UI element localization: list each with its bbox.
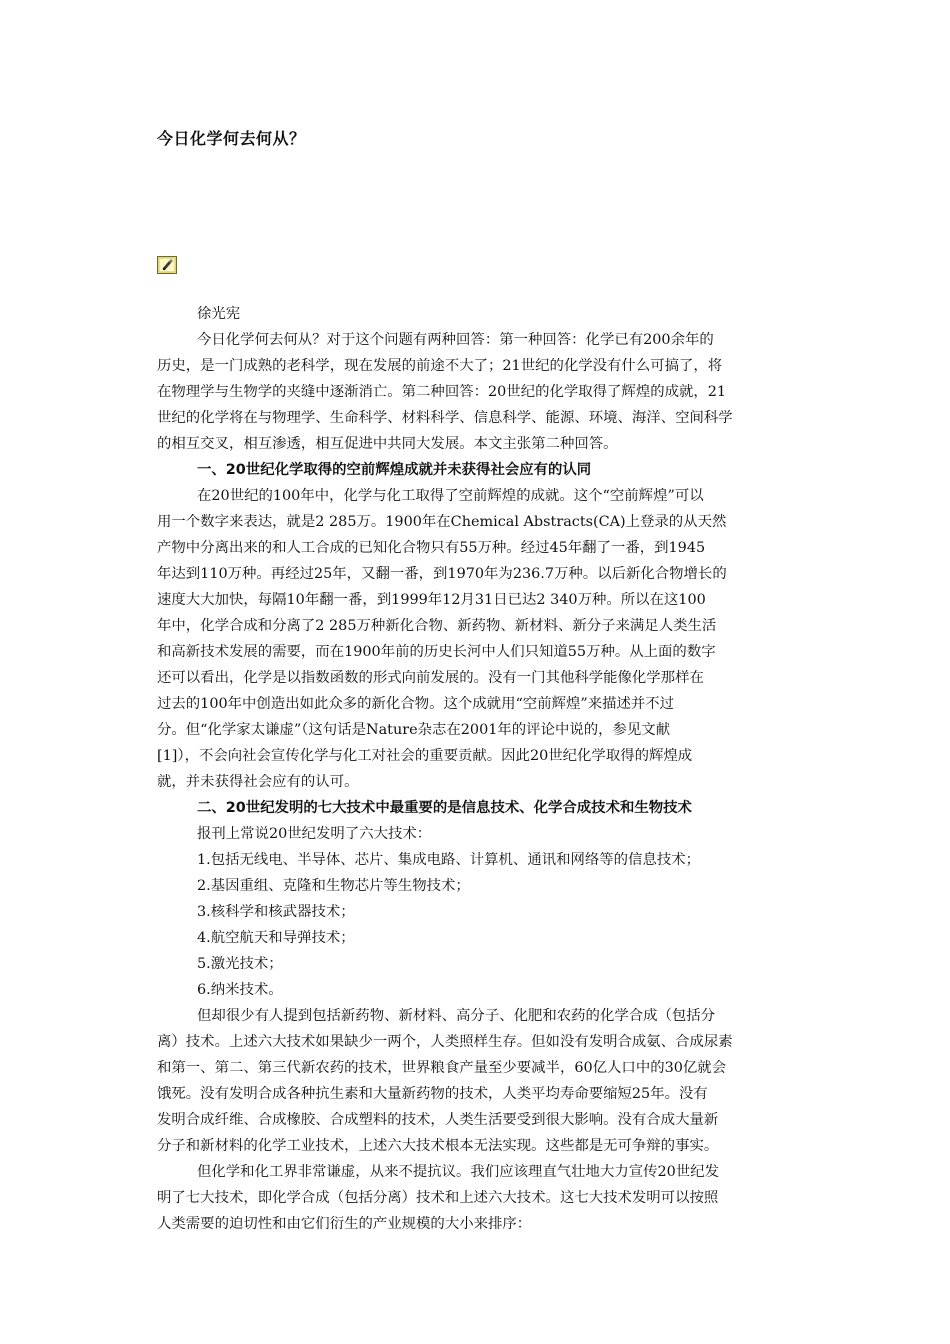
paragraph-line: 世纪的化学将在与物理学、生命科学、材料科学、信息科学、能源、环境、海洋、空间科学 (157, 410, 733, 426)
paragraph-line: 今日化学何去何从？对于这个问题有两种回答：第一种回答：化学已有200余年的 (197, 332, 714, 348)
paragraph-line: 人类需要的迫切性和由它们衍生的产业规模的大小来排序： (157, 1216, 532, 1232)
paragraph-line: 产物中分离出来的和人工合成的已知化合物只有55万种。经过45年翻了一番，到1945 (157, 540, 706, 556)
paragraph-line: 的相互交叉，相互渗透，相互促进中共同大发展。本文主张第二种回答。 (157, 436, 618, 452)
paragraph-line: 和高新技术发展的需要，而在1900年前的历史长河中人们只知道55万种。从上面的数字 (157, 644, 716, 660)
paragraph-line: 过去的100年中创造出如此众多的新化合物。这个成就用“空前辉煌”来描述并不过 (157, 696, 675, 712)
paragraph-line: 离）技术。上述六大技术如果缺少一两个，人类照样生存。但如没有发明合成氨、合成尿素 (157, 1034, 733, 1050)
paragraph-line: 4.航空航天和导弹技术； (197, 930, 355, 946)
paragraph-line: 还可以看出，化学是以指数函数的形式向前发展的。没有一门其他科学能像化学那样在 (157, 670, 704, 686)
paragraph-line: 1.包括无线电、半导体、芯片、集成电路、计算机、通讯和网络等的信息技术； (197, 852, 701, 868)
paragraph-line: 年达到110万种。再经过25年，又翻一番，到1970年为236.7万种。以后新化合物增长的 (157, 566, 727, 582)
article-lines (157, 327, 797, 1237)
paragraph-line: 分子和新材料的化学工业技术，上述六大技术根本无法实现。这些都是无可争辩的事实。 (157, 1138, 719, 1154)
paragraph-line: 但却很少有人提到包括新药物、新材料、高分子、化肥和农药的化学合成（包括分 (197, 1008, 716, 1024)
author-name: 徐光宪 (197, 306, 241, 322)
paragraph-line: 在物理学与生物学的夹缝中逐渐消亡。第二种回答：20世纪的化学取得了辉煌的成就，21 (157, 384, 727, 400)
page-title: 今日化学何去何从？ (157, 129, 306, 148)
paragraph-line: 饿死。没有发明合成各种抗生素和大量新药物的技术，人类平均寿命要缩短25年。没有 (157, 1086, 708, 1102)
paragraph-line: 但化学和化工界非常谦虚，从来不提抗议。我们应该理直气壮地大力宣传20世纪发 (197, 1164, 719, 1180)
paragraph-line: 5.激光技术； (197, 956, 283, 972)
section-heading: 一、20世纪化学取得的空前辉煌成就并未获得社会应有的认同 (197, 462, 592, 478)
paragraph-line: 和第一、第二、第三代新农药的技术，世界粮食产量至少要减半，60亿人口中的30亿就会 (157, 1060, 727, 1076)
paragraph-line: 6.纳米技术。 (197, 982, 283, 998)
article-body (157, 301, 797, 1237)
paragraph-line: 年中，化学合成和分离了2 285万种新化合物、新药物、新材料、新分子来满足人类生活 (157, 618, 717, 634)
paragraph-line: 3.核科学和核武器技术； (197, 904, 355, 920)
section-heading: 二、20世纪发明的七大技术中最重要的是信息技术、化学合成技术和生物技术 (197, 800, 692, 816)
paragraph-line: 速度大大加快，每隔10年翻一番，到1999年12月31日已达2 340万种。所以在这100 (157, 592, 706, 608)
paragraph-line: 2.基因重组、克隆和生物芯片等生物技术； (197, 878, 470, 894)
document-link-icon[interactable] (157, 256, 177, 274)
paragraph-line: 用一个数字来表达，就是2 285万。1900年在Chemical Abstracts(CA)上登录的从天然 (157, 514, 727, 530)
paragraph-line: 历史，是一门成熟的老科学，现在发展的前途不大了；21世纪的化学没有什么可搞了，将 (157, 358, 723, 374)
paragraph-line: 明了七大技术，即化学合成（包括分离）技术和上述六大技术。这七大技术发明可以按照 (157, 1190, 719, 1206)
paragraph-line: 分。但“化学家太谦虚”（这句话是Nature杂志在2001年的评论中说的，参见文献 (157, 722, 671, 738)
paragraph-line: 在20世纪的100年中，化学与化工取得了空前辉煌的成就。这个“空前辉煌”可以 (197, 488, 704, 504)
paragraph-line: [1]），不会向社会宣传化学与化工对社会的重要贡献。因此20世纪化学取得的辉煌成 (157, 748, 693, 764)
paragraph-line: 发明合成纤维、合成橡胶、合成塑料的技术，人类生活要受到很大影响。没有合成大量新 (157, 1112, 719, 1128)
paragraph-line: 就，并未获得社会应有的认可。 (157, 774, 359, 790)
paragraph-line: 报刊上常说20世纪发明了六大技术： (197, 826, 432, 842)
